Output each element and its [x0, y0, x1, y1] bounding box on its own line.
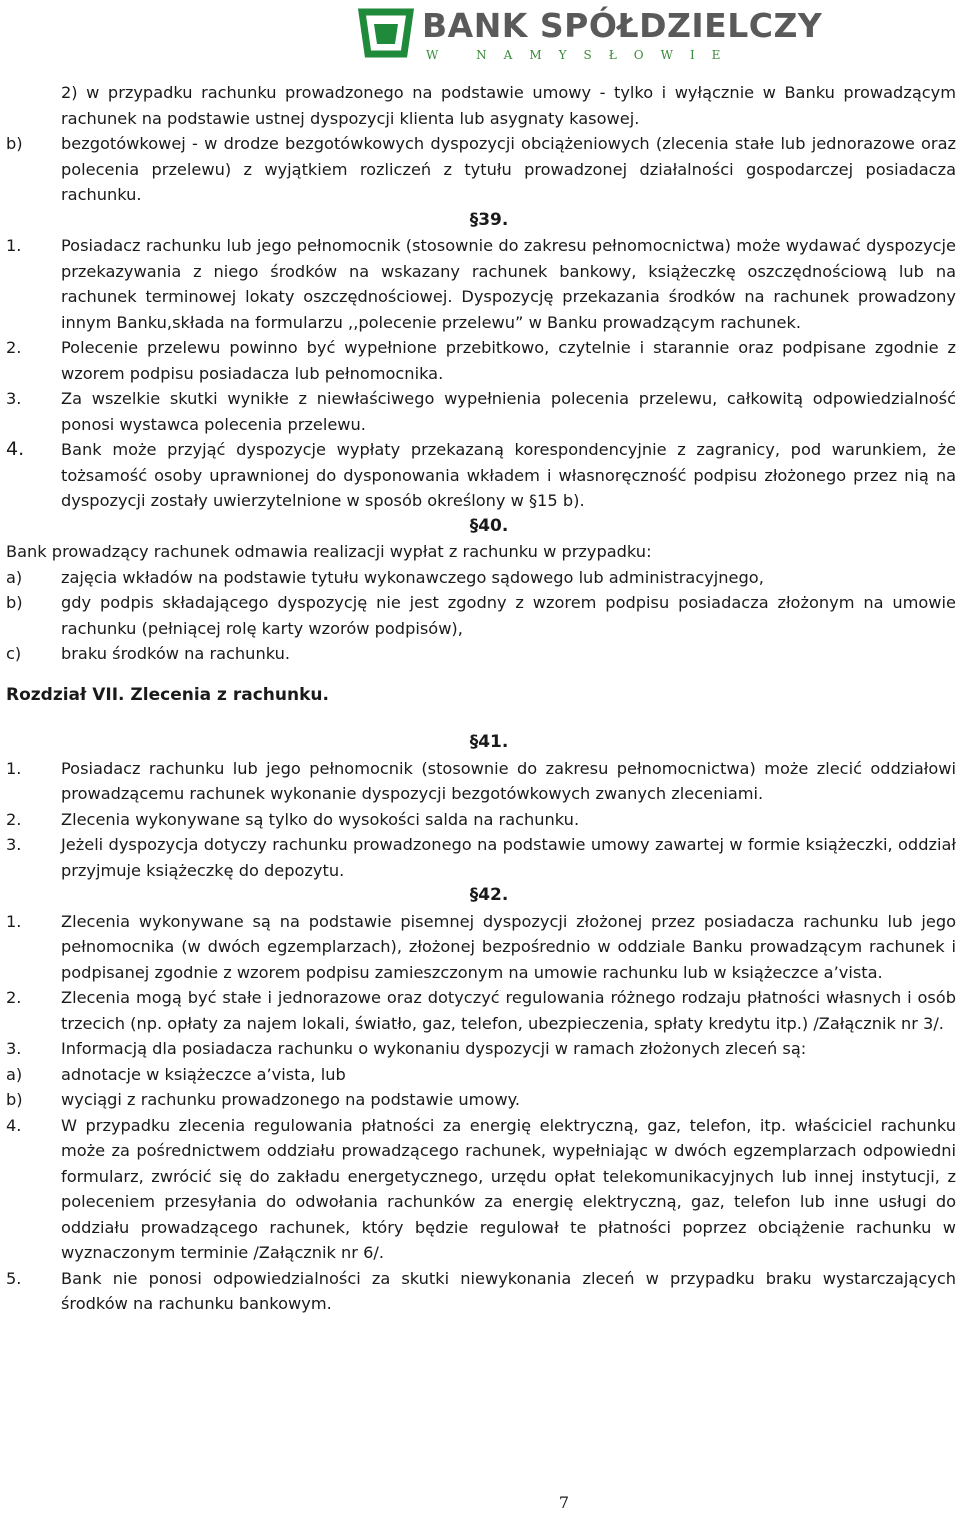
section-heading: §40.: [469, 515, 509, 536]
item-text: gdy podpis składającego dyspozycję nie jest zgodny z wzorem podpisu posiadacza złożonym na umowie rachunku (pełniącej rolę karty wzorów podpisów),: [61, 593, 956, 638]
item-text: adnotacje w książeczce a’vista, lub: [61, 1064, 346, 1084]
item-label: b): [6, 1090, 23, 1109]
paragraph: Bank prowadzący rachunek odmawia realizacji wypłat z rachunku w przypadku:: [6, 542, 652, 561]
item-label: b): [6, 134, 23, 153]
item-label: 4.: [6, 1115, 22, 1135]
chapter-heading: Rozdział VII. Zlecenia z rachunku.: [6, 684, 329, 705]
list-item: [6, 1036, 956, 1062]
item-text: Posiadacz rachunku lub jego pełnomocnik (stosownie do zakresu pełnomocnictwa) może wydawać dyspozycje przekazywania z niego środków na wskazany rachunek bankowy, książeczkę oszczędnościową lub na rachunek terminowej lokaty oszczędnościowej. Dyspozycję przekazania środków na rachunek prowadzony innym Banku,składa na formularzu ,,polecenie przelewu” w Banku prowadzącym rachunek.: [61, 236, 956, 332]
item-text: Zlecenia mogą być stałe i jednorazowe oraz dotyczyć regulowania różnego rodzaju płatności własnych i osób trzecich (np. opłaty za najem lokali, światło, gaz, telefon, ubezpieczenia, spłaty kredytu itp.) /Załącznik nr 3/.: [61, 988, 956, 1033]
item-text: Informacją dla posiadacza rachunku o wykonaniu dyspozycji w ramach złożonych zleceń są:: [61, 1039, 807, 1058]
item-label: 1.: [6, 758, 22, 778]
list-item: [6, 1062, 956, 1088]
logo-emblem-icon: [352, 4, 418, 60]
item-text: Bank może przyjąć dyspozycje wypłaty przekazaną korespondencyjnie z zagranicy, pod warunkiem, że tożsamość osoby uprawnionej do dysponowania wkładem i własnoręczność podpisu złożonego przez nią na dyspozycji zostały uwierzytelnione w sposób określony w §15 b).: [61, 440, 956, 510]
list-item: [6, 909, 956, 986]
item-label: 5.: [6, 1268, 22, 1288]
document-body: [6, 80, 956, 1317]
item-text: Zlecenia wykonywane są tylko do wysokości salda na rachunku.: [61, 809, 580, 829]
item-text: W przypadku zlecenia regulowania płatności za energię elektryczną, gaz, telefon, itp. właściciel rachunku może za pośrednictwem oddziału prowadzącego rachunek, wypełniając w dwóch egzemplarzach odpowiedni formularz, zwrócić się do zakładu energetycznego, urzędu opłat telekomunikacyjnych lub innej instytucji, z poleceniem przesyłania do odwołania rachunków za energię elektryczną, gaz, telefon lub inne usługi do oddziału prowadzącego rachunek, który będzie regulował te płatności poprzez obciążenie rachunku w wyznaczonym terminie /Załącznik nr 6/.: [61, 1115, 956, 1262]
item-text: Polecenie przelewu powinno być wypełnione przebitkowo, czytelnie i starannie oraz podpisane zgodnie z wzorem podpisu posiadacza lub pełnomocnika.: [61, 338, 956, 383]
section-heading: §41.: [469, 732, 509, 752]
item-text: 2) w przypadku rachunku prowadzonego na podstawie umowy - tylko i wyłącznie w Banku prowadzącym rachunek na podstawie ustnej dyspozycji klienta lub asygnaty kasowej.: [61, 83, 956, 128]
list-item: [6, 1266, 956, 1317]
item-label: 1.: [6, 236, 22, 255]
item-text: Zlecenia wykonywane są na podstawie pisemnej dyspozycji złożonej przez posiadacza rachunku lub jego pełnomocnika (w dwóch egzemplarzach), złożonej bezpośrednio w oddziale Banku prowadzącym rachunek i podpisanej zgodnie z wzorem podpisu zamieszczonym na umowie rachunku lub w książeczce a’vista.: [61, 911, 956, 982]
item-text: zajęcia wkładów na podstawie tytułu wykonawczego sądowego lub administracyjnego,: [61, 567, 764, 587]
list-item: [6, 80, 956, 131]
list-item: [6, 985, 956, 1036]
item-label: 3.: [6, 1039, 22, 1058]
item-label: 4.: [6, 438, 25, 460]
list-item: [6, 1087, 956, 1113]
item-text: Posiadacz rachunku lub jego pełnomocnik (stosownie do zakresu pełnomocnictwa) może zlecić oddziałowi prowadzącemu rachunek wykonanie dyspozycji bezgotówkowych zwanych zleceniami.: [61, 758, 956, 803]
bank-logo: [352, 4, 823, 66]
list-item: [6, 832, 956, 883]
item-text: wyciągi z rachunku prowadzonego na podstawie umowy.: [61, 1090, 520, 1109]
list-item: [6, 386, 956, 437]
bank-name: BANK SPÓŁDZIELCZY: [422, 6, 823, 45]
item-label: 2.: [6, 338, 22, 357]
item-label: a): [6, 1064, 23, 1084]
item-label: a): [6, 567, 23, 587]
item-label: 3.: [6, 389, 22, 408]
item-label: b): [6, 593, 23, 612]
list-item: [6, 233, 956, 335]
section-heading: §39.: [469, 209, 509, 230]
list-item: [6, 437, 956, 514]
bank-location: W NAMYSŁOWIE: [426, 48, 738, 62]
item-text: braku środków na rachunku.: [61, 644, 290, 663]
item-label: 1.: [6, 911, 22, 931]
item-label: 3.: [6, 835, 22, 854]
section-heading: §42.: [469, 885, 509, 905]
list-item: [6, 590, 956, 641]
item-text: bezgotówkowej - w drodze bezgotówkowych dyspozycji obciążeniowych (zlecenia stałe lub jednorazowe oraz polecenia przelewu) z wyjątkiem rozliczeń z tytułu prowadzonej działalności gospodarczej posiadacza rachunku.: [61, 134, 956, 204]
item-label: [6, 80, 61, 131]
item-label: 2.: [6, 809, 22, 829]
list-item: [6, 756, 956, 807]
list-item: [6, 335, 956, 386]
list-item: [6, 1113, 956, 1266]
item-label: 2.: [6, 988, 22, 1007]
item-text: Za wszelkie skutki wynikłe z niewłaściwego wypełnienia polecenia przelewu, całkowitą odpowiedzialność ponosi wystawca polecenia przelewu.: [61, 389, 956, 434]
item-text: Bank nie ponosi odpowiedzialności za skutki niewykonania zleceń w przypadku braku wystarczających środków na rachunku bankowym.: [61, 1268, 956, 1313]
list-item: [6, 131, 956, 208]
list-item: [6, 807, 956, 833]
list-item: [6, 641, 956, 667]
item-text: Jeżeli dyspozycja dotyczy rachunku prowadzonego na podstawie umowy zawartej w formie książeczki, oddział przyjmuje książeczkę do depozytu.: [61, 835, 956, 880]
item-label: c): [6, 644, 22, 663]
list-item: [6, 565, 956, 591]
page-number: 7: [558, 1493, 570, 1512]
